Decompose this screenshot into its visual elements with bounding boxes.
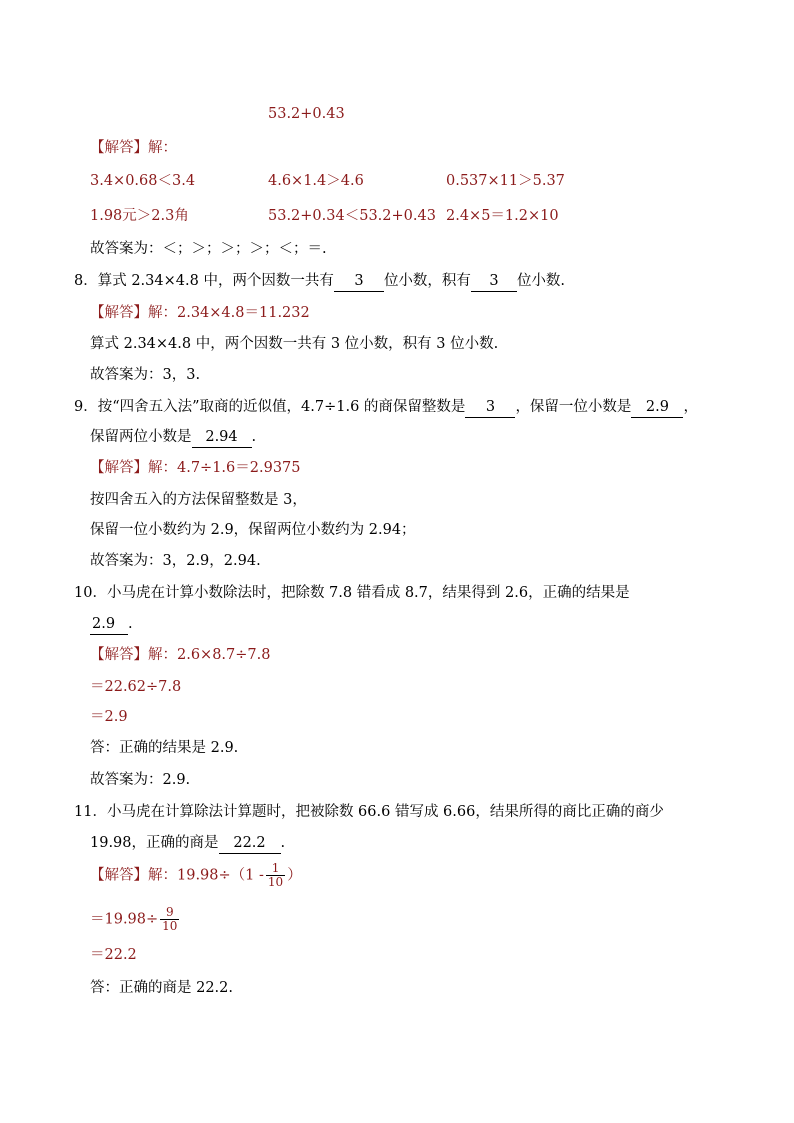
- q11-fraction-1-denominator: 10: [267, 875, 284, 889]
- q11-fraction-1: [266, 862, 285, 889]
- q8-blank-2: 3: [471, 271, 517, 292]
- q10-solution-header: [90, 645, 270, 665]
- q9-explain-2: 保留一位小数约为 2.9，保留两位小数约为 2.94；: [90, 522, 416, 538]
- q8-solution-header: [90, 303, 310, 323]
- jie-label: 解：: [148, 647, 177, 663]
- q11-fraction-2: [160, 906, 179, 933]
- continued-expression: 53.2+0.43: [268, 106, 345, 122]
- q11-question-line2: [90, 833, 285, 854]
- q7-solution-header: [90, 138, 177, 158]
- q10-question-line2: [90, 614, 133, 635]
- jie-label: 解：: [148, 140, 177, 156]
- solution-label: 【解答】: [90, 460, 148, 476]
- solution-label: 【解答】: [90, 867, 148, 884]
- q11-answer: 答：正确的商是 22.2.: [90, 980, 234, 996]
- q11-fraction-2-denominator: 10: [162, 919, 178, 933]
- q9-blank-1: 3: [465, 397, 515, 418]
- q9-calc: 4.7÷1.6＝2.9375: [177, 460, 301, 476]
- q10-blank: 2.9: [90, 614, 128, 635]
- solution-label: 【解答】: [90, 140, 148, 156]
- q10-step-1: ＝22.62÷7.8: [90, 679, 182, 695]
- q11-blank: 22.2: [219, 833, 281, 854]
- q9-blank-2: 2.9: [631, 397, 683, 418]
- q7-compare-3: 0.537×11＞5.37: [446, 173, 565, 189]
- q7-compare-5: 53.2+0.34＜53.2+0.43: [268, 208, 436, 224]
- q10-text-post: .: [128, 616, 133, 632]
- jie-label: 解：: [148, 867, 177, 884]
- q11-step-1: [90, 906, 181, 933]
- q9-text-pre: 9．按“四舍五入法”取商的近似值，4.7÷1.6 的商保留整数是: [74, 399, 466, 415]
- q7-compare-6: 2.4×5＝1.2×10: [446, 208, 559, 224]
- q8-blank-1: 3: [334, 271, 384, 292]
- jie-label: 解：: [148, 460, 177, 476]
- q11-step-1-text: ＝19.98÷: [90, 911, 159, 928]
- solution-label: 【解答】: [90, 305, 148, 321]
- q9-solution-header: [90, 458, 301, 478]
- q7-conclusion: 故答案为：＜；＞；＞；＞；＜；＝.: [90, 241, 327, 257]
- q7-compare-2: 4.6×1.4＞4.6: [268, 173, 364, 189]
- solution-label: 【解答】: [90, 647, 148, 663]
- q7-compare-1: 3.4×0.68＜3.4: [90, 173, 196, 189]
- q8-text-post: 位小数.: [516, 273, 566, 289]
- q9-question-line2: [90, 427, 256, 448]
- q8-explain: 算式 2.34×4.8 中，两个因数一共有 3 位小数，积有 3 位小数.: [90, 336, 499, 352]
- q11-calc-pre: 19.98÷（1 -: [177, 867, 264, 884]
- q11-step-2: ＝22.2: [90, 947, 137, 963]
- q8-text-pre: 8．算式 2.34×4.8 中，两个因数一共有: [74, 273, 334, 289]
- q9-text-post: ，: [683, 399, 698, 415]
- q9-conclusion: 故答案为：3，2.9，2.94.: [90, 553, 261, 569]
- q10-question: 10．小马虎在计算小数除法时，把除数 7.8 错看成 8.7，结果得到 2.6，正确的结果是: [74, 585, 630, 601]
- q9-question: [74, 397, 698, 418]
- q9-text-mid: ，保留一位小数是: [515, 399, 632, 415]
- q11-question: 11．小马虎在计算除法计算题时，把被除数 66.6 错写成 6.66，结果所得的商比正确的商少: [74, 804, 664, 820]
- q8-calc: 2.34×4.8＝11.232: [177, 305, 310, 321]
- q9-blank-3: 2.94: [192, 427, 252, 448]
- q9-text-line2-post: .: [251, 429, 257, 445]
- q10-step-2: ＝2.9: [90, 709, 128, 725]
- q11-fraction-1-numerator: 1: [266, 862, 285, 876]
- q9-explain-1: 按四舍五入的方法保留整数是 3，: [90, 492, 307, 508]
- q7-compare-4: 1.98元＞2.3角: [90, 208, 189, 224]
- q9-text-line2: 保留两位小数是: [90, 429, 192, 445]
- q8-question: [74, 271, 565, 292]
- q8-text-mid: 位小数，积有: [383, 273, 471, 289]
- jie-label: 解：: [148, 305, 177, 321]
- q8-conclusion: 故答案为：3，3.: [90, 367, 201, 383]
- q11-solution-header: [90, 862, 302, 889]
- q10-calc: 2.6×8.7÷7.8: [177, 647, 271, 663]
- q11-text-line2: 19.98，正确的商是: [90, 835, 219, 851]
- q10-answer: 答：正确的结果是 2.9.: [90, 740, 239, 756]
- q11-calc-post: ）: [287, 867, 302, 884]
- q10-conclusion: 故答案为：2.9.: [90, 772, 191, 788]
- q11-fraction-2-numerator: 9: [160, 906, 179, 920]
- q11-text-post: .: [280, 835, 286, 851]
